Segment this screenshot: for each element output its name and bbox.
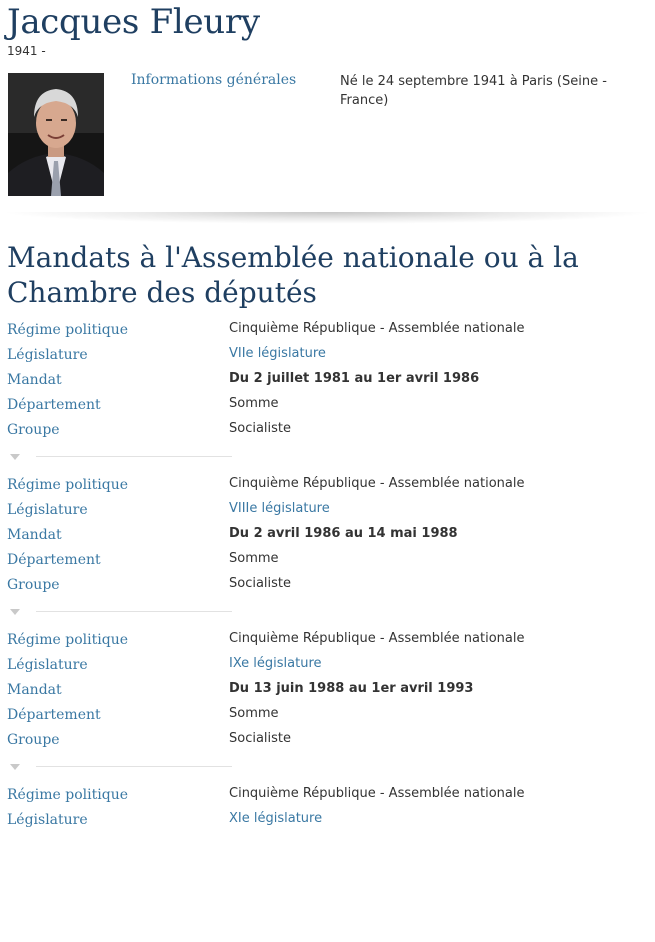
mandates-section-title: Mandats à l'Assemblée nationale ou à la Chambre des députés xyxy=(7,241,579,309)
legislature-link[interactable]: XIe législature xyxy=(229,811,323,826)
mandate-block xyxy=(0,787,655,942)
regime-value: Cinquième République - Assemblée nationale xyxy=(229,476,525,491)
regime-label: Régime politique xyxy=(7,477,128,493)
page-title: Jacques Fleury xyxy=(7,2,260,42)
groupe-row xyxy=(0,422,655,447)
mandat-value: Du 2 avril 1986 au 14 mai 1988 xyxy=(229,526,458,541)
departement-row xyxy=(0,552,655,577)
portrait-photo xyxy=(8,73,104,196)
caret-down-icon xyxy=(10,609,20,615)
groupe-value: Socialiste xyxy=(229,731,292,746)
legislature-link[interactable]: VIIe législature xyxy=(229,346,326,361)
regime-row xyxy=(0,477,655,502)
legislature-row xyxy=(0,502,655,527)
legislature-label: Législature xyxy=(7,812,88,828)
legislature-row xyxy=(0,812,655,837)
departement-row xyxy=(0,707,655,732)
mandate-separator xyxy=(7,762,232,772)
regime-label: Régime politique xyxy=(7,322,128,338)
mandat-value: Du 2 juillet 1981 au 1er avril 1986 xyxy=(229,371,480,386)
legislature-label: Législature xyxy=(7,502,88,518)
legislature-label: Législature xyxy=(7,657,88,673)
mandat-row xyxy=(0,682,655,707)
groupe-label: Groupe xyxy=(7,577,60,593)
departement-value: Somme xyxy=(229,551,279,566)
section-divider xyxy=(0,212,655,224)
departement-label: Département xyxy=(7,707,101,723)
mandat-label: Mandat xyxy=(7,372,62,388)
life-years: 1941 - xyxy=(7,44,46,58)
mandate-separator xyxy=(7,607,232,617)
legislature-row xyxy=(0,657,655,682)
mandat-label: Mandat xyxy=(7,527,62,543)
legislature-label: Législature xyxy=(7,347,88,363)
general-info-label[interactable]: Informations générales xyxy=(131,72,297,88)
groupe-label: Groupe xyxy=(7,732,60,748)
regime-row xyxy=(0,632,655,657)
groupe-value: Socialiste xyxy=(229,576,292,591)
mandat-label: Mandat xyxy=(7,682,62,698)
departement-row xyxy=(0,397,655,422)
mandates-list xyxy=(0,322,655,942)
groupe-label: Groupe xyxy=(7,422,60,438)
mandate-block xyxy=(0,477,655,632)
departement-label: Département xyxy=(7,397,101,413)
mandate-separator xyxy=(7,452,232,462)
mandat-row xyxy=(0,372,655,397)
caret-down-icon xyxy=(10,454,20,460)
regime-label: Régime politique xyxy=(7,632,128,648)
groupe-row xyxy=(0,577,655,602)
legislature-link[interactable]: IXe législature xyxy=(229,656,322,671)
mandate-block xyxy=(0,632,655,787)
regime-label: Régime politique xyxy=(7,787,128,803)
departement-value: Somme xyxy=(229,706,279,721)
legislature-link[interactable]: VIIIe législature xyxy=(229,501,330,516)
regime-row xyxy=(0,322,655,347)
regime-value: Cinquième République - Assemblée nationale xyxy=(229,631,525,646)
regime-value: Cinquième République - Assemblée nationale xyxy=(229,786,525,801)
regime-value: Cinquième République - Assemblée nationale xyxy=(229,321,525,336)
regime-row xyxy=(0,787,655,812)
groupe-row xyxy=(0,732,655,757)
birth-info: Né le 24 septembre 1941 à Paris (Seine - France) xyxy=(340,74,607,108)
caret-down-icon xyxy=(10,764,20,770)
mandat-row xyxy=(0,527,655,552)
mandate-block xyxy=(0,322,655,477)
mandat-value: Du 13 juin 1988 au 1er avril 1993 xyxy=(229,681,474,696)
departement-value: Somme xyxy=(229,396,279,411)
groupe-value: Socialiste xyxy=(229,421,292,436)
departement-label: Département xyxy=(7,552,101,568)
legislature-row xyxy=(0,347,655,372)
